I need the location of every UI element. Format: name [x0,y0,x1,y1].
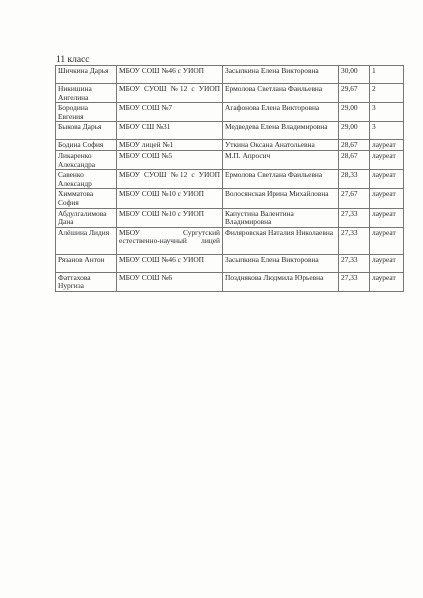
teacher-cell: Капустина Валентина Владимировна [223,208,339,227]
table-row [56,66,404,84]
student-name-cell: Абдулгалимова Дана [56,208,117,227]
score-cell: 27,33 [339,208,370,227]
teacher-cell: Позднякова Людмила Юрьевна [223,272,339,291]
school-cell: МБОУ лицей №1 [117,140,223,151]
teacher-cell: Засыпкина Елена Викторовна [223,66,339,84]
score-cell: 27,33 [339,227,370,254]
place-cell: 1 [370,66,404,84]
school-cell: МБОУ СОШ №10 с УИОП [117,189,223,208]
school-cell: МБОУ Сургутский естественно-научный лицей [117,227,223,254]
school-cell: МБОУ СОШ №7 [117,103,223,122]
score-cell: 28,67 [339,150,370,169]
student-name-cell: Никишина Ангелина [56,84,117,103]
place-cell: лауреат [370,208,404,227]
table-row [56,254,404,272]
school-cell: МБОУ СОШ №5 [117,150,223,169]
school-cell: МБОУ СОШ №46 с УИОП [117,66,223,84]
student-name-cell: Фаттахова Нургиза [56,272,117,291]
score-cell: 29,00 [339,122,370,140]
place-cell: лауреат [370,227,404,254]
student-name-cell: Химматова София [56,189,117,208]
table-row [56,189,404,208]
table-row [56,122,404,140]
results-table [55,65,404,292]
score-cell: 28,67 [339,140,370,151]
student-name-cell: Рязанов Антон [56,254,117,272]
results-table-body [56,66,404,292]
table-row [56,84,404,103]
school-cell: МБОУ СУОШ №12 с УИОП [117,84,223,103]
school-cell: МБОУ СОШ №6 [117,272,223,291]
teacher-cell: Засыпкина Елена Викторовна [223,254,339,272]
student-name-cell: Шичкина Дарья [56,66,117,84]
table-row [56,150,404,169]
score-cell: 27,33 [339,272,370,291]
teacher-cell: Ермолова Светлана Фаильевна [223,170,339,189]
teacher-cell: Ермолова Светлана Фаильевна [223,84,339,103]
student-name-cell: Савенко Александр [56,170,117,189]
score-cell: 28,33 [339,170,370,189]
table-row [56,170,404,189]
class-heading: 11 класс [56,55,90,65]
place-cell: лауреат [370,170,404,189]
place-cell: лауреат [370,140,404,151]
place-cell: лауреат [370,189,404,208]
score-cell: 27,67 [339,189,370,208]
school-cell: МБОУ СОШ №10 с УИОП [117,208,223,227]
teacher-cell: Агафонова Елена Викторовна [223,103,339,122]
score-cell: 29,00 [339,103,370,122]
table-row [56,140,404,151]
place-cell: лауреат [370,254,404,272]
student-name-cell: Бородина Евгения [56,103,117,122]
student-name-cell: Ликаренко Александра [56,150,117,169]
school-cell: МБОУ СОШ №46 с УИОП [117,254,223,272]
place-cell: 3 [370,122,404,140]
student-name-cell: Быкова Дарья [56,122,117,140]
place-cell: 3 [370,103,404,122]
student-name-cell: Алёшина Лидия [56,227,117,254]
score-cell: 30,00 [339,66,370,84]
table-row [56,103,404,122]
school-cell: МБОУ СШ №31 [117,122,223,140]
place-cell: лауреат [370,272,404,291]
teacher-cell: Медведева Елена Владимировна [223,122,339,140]
table-row [56,208,404,227]
teacher-cell: Уткина Оксана Анатольевна [223,140,339,151]
teacher-cell: М.П. Апросич [223,150,339,169]
table-row [56,227,404,254]
score-cell: 29,67 [339,84,370,103]
score-cell: 27,33 [339,254,370,272]
place-cell: лауреат [370,150,404,169]
teacher-cell: Волосянская Ирина Михайловна [223,189,339,208]
school-cell: МБОУ СУОШ №12 с УИОП [117,170,223,189]
place-cell: 2 [370,84,404,103]
student-name-cell: Бодина София [56,140,117,151]
teacher-cell: Филяровская Наталия Николаевна [223,227,339,254]
table-row [56,272,404,291]
